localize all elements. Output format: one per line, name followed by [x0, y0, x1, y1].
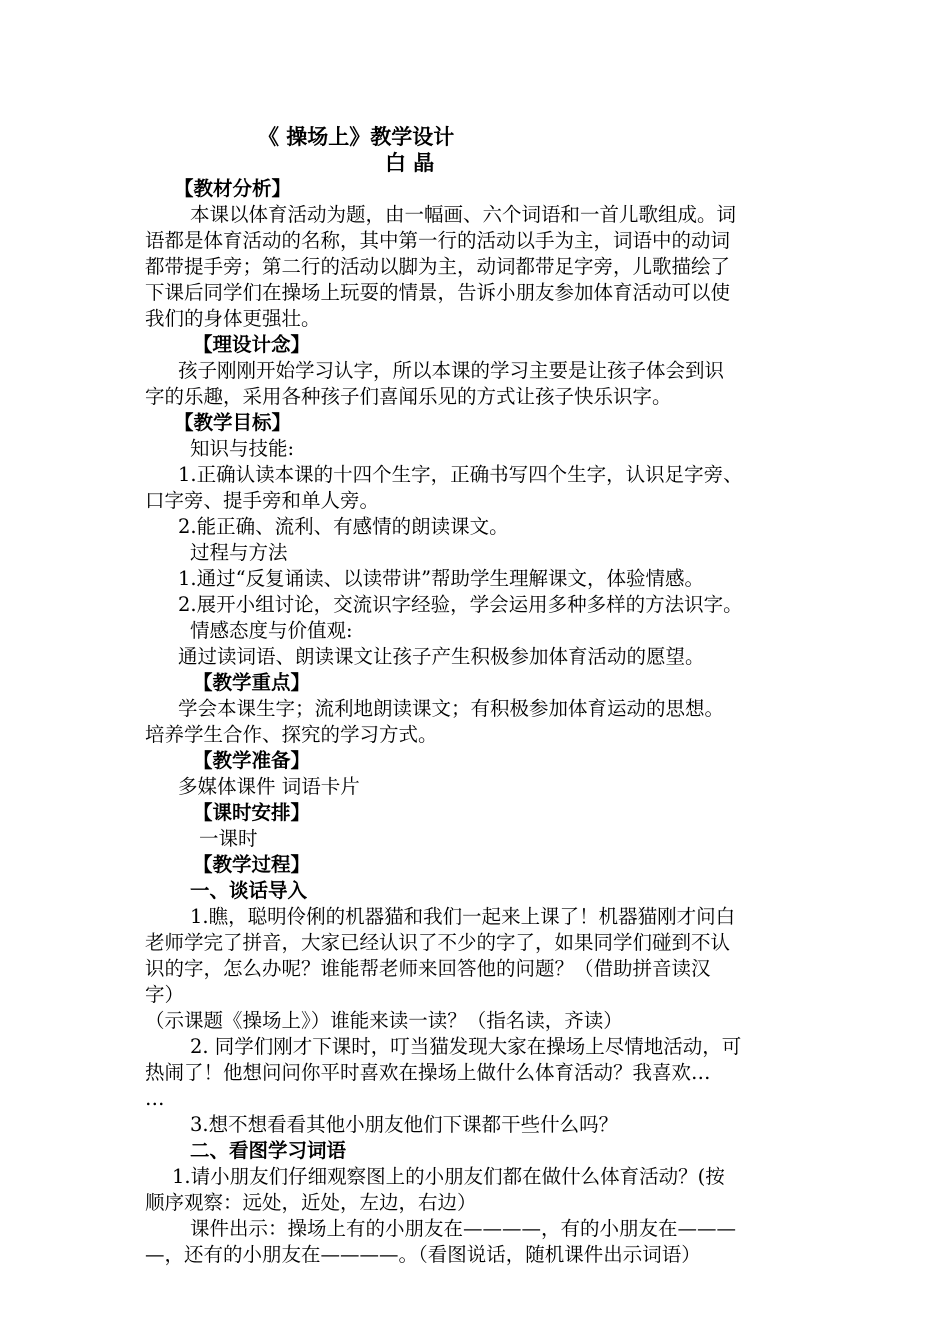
paragraph-line: 孩子刚刚开始学习认字，所以本课的学习主要是让孩子体会到识 [178, 359, 725, 382]
paragraph-line: 下课后同学们在操场上玩耍的情景，告诉小朋友参加体育活动可以使 [145, 281, 731, 304]
paragraph-line: 2.能正确、流利、有感情的朗读课文。 [178, 515, 509, 538]
paragraph-line: 字） [145, 983, 185, 1006]
document-title: 《 操场上》教学设计 [258, 125, 455, 149]
paragraph-line: 本课以体育活动为题，由一幅画、六个词语和一首儿歌组成。词 [190, 203, 737, 226]
section-heading: 【理设计念】 [193, 333, 311, 356]
paragraph-line: 2.展开小组讨论，交流识字经验，学会运用多种多样的方法识字。 [178, 593, 743, 616]
subheading-line: 情感态度与价值观: [190, 619, 353, 642]
subsection-heading: 一、谈话导入 [190, 879, 308, 902]
paragraph-line: … [145, 1087, 165, 1110]
section-heading: 【教学过程】 [193, 853, 311, 876]
paragraph-line: 都带提手旁；第二行的活动以脚为主，动词都带足字旁，儿歌描绘了 [145, 255, 731, 278]
paragraph-line: 字的乐趣，采用各种孩子们喜闻乐见的方式让孩子快乐识字。 [145, 385, 672, 408]
section-heading: 【教材分析】 [174, 177, 292, 200]
paragraph-line: 老师学完了拼音，大家已经认识了不少的字了，如果同学们碰到不认 [145, 931, 731, 954]
paragraph-line: 学会本课生字；流利地朗读课文；有积极参加体育运动的思想。 [178, 697, 725, 720]
section-heading: 【教学重点】 [193, 671, 311, 694]
paragraph-line: 顺序观察：远处，近处，左边，右边） [145, 1191, 477, 1214]
paragraph-line: 语都是体育活动的名称，其中第一行的活动以手为主，词语中的动词 [145, 229, 731, 252]
paragraph-line: 培养学生合作、探究的学习方式。 [145, 723, 438, 746]
section-heading: 【教学准备】 [193, 749, 311, 772]
section-heading: 【课时安排】 [193, 801, 311, 824]
paragraph-line: 识的字，怎么办呢？谁能帮老师来回答他的问题？（借助拼音读汉 [145, 957, 711, 980]
paragraph-line: 热闹了！他想问问你平时喜欢在操场上做什么体育活动？我喜欢… [145, 1061, 711, 1084]
paragraph-line: 3.想不想看看其他小朋友他们下课都干些什么吗？ [190, 1113, 619, 1136]
subheading-line: 过程与方法 [190, 541, 288, 564]
paragraph-line: 2. 同学们刚才下课时，叮当猫发现大家在操场上尽情地活动，可 [190, 1035, 742, 1058]
paragraph-line: 1.瞧，聪明伶俐的机器猫和我们一起来上课了！机器猫刚才问白 [190, 905, 736, 928]
paragraph-line: —，还有的小朋友在————。（看图说话，随机课件出示词语） [145, 1243, 701, 1266]
paragraph-line: 口字旁、提手旁和单人旁。 [145, 489, 380, 512]
subsection-heading: 二、看图学习词语 [190, 1139, 347, 1162]
paragraph-line: 1.正确认读本课的十四个生字，正确书写四个生字，认识足字旁、 [178, 463, 743, 486]
paragraph-line: （示课题《操场上》）谁能来读一读？（指名读，齐读） [145, 1009, 623, 1032]
paragraph-line: 课件出示：操场上有的小朋友在————，有的小朋友在——— [190, 1217, 737, 1240]
subheading-line: 知识与技能: [190, 437, 295, 460]
paragraph-line: 多媒体课件 词语卡片 [178, 775, 360, 798]
section-heading: 【教学目标】 [174, 411, 292, 434]
paragraph-line: 一课时 [199, 827, 258, 850]
paragraph-line: 1.请小朋友们仔细观察图上的小朋友们都在做什么体育活动？(按 [172, 1165, 725, 1188]
paragraph-line: 1.通过“反复诵读、以读带讲”帮助学生理解课文，体验情感。 [178, 567, 705, 590]
document-author: 白 晶 [385, 151, 435, 175]
paragraph-line: 通过读词语、朗读课文让孩子产生积极参加体育活动的愿望。 [178, 645, 705, 668]
paragraph-line: 我们的身体更强壮。 [145, 307, 321, 330]
